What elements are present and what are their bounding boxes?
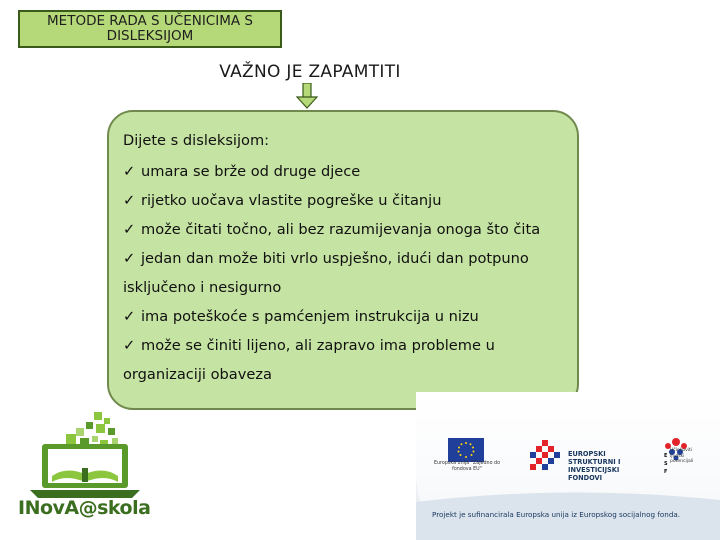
list-item-text: rijetko uočava vlastite pogreške u čitanju: [141, 192, 442, 209]
project-logo-text: INovA@skola: [18, 497, 151, 519]
eu-flag-caption: Europska unija "Zajedno do fondova EU": [433, 461, 501, 472]
list-item-text: umara se brže od druge djece: [141, 163, 361, 180]
esf-letters: E S F: [664, 453, 668, 475]
eu-flag-icon: [448, 438, 484, 462]
esf-logo-text: EUROPSKI STRUKTURNI I INVESTICIJSKI FONDOVI: [568, 450, 621, 482]
list-item: [123, 302, 577, 331]
list-item-continuation: organizaciji obaveza: [123, 366, 272, 383]
slide-heading: VAŽNO JE ZAPAMTITI: [219, 62, 401, 82]
intro-line: Dijete s disleksijom:: [123, 132, 270, 149]
checkmark-icon: ✓: [123, 308, 136, 325]
list-item: [123, 244, 577, 273]
key-points-box: [107, 110, 579, 410]
list-item-continuation: isključeno i nesigurno: [123, 279, 282, 296]
list-item: [123, 157, 577, 186]
list-item: [123, 215, 577, 244]
list-item: [123, 186, 577, 215]
ljudski-potencijali-text: Učinkoviti ljudski potencijali: [670, 448, 694, 464]
down-arrow-icon: [296, 83, 318, 109]
slide-heading-row: [0, 62, 720, 82]
checkmark-icon: ✓: [123, 337, 136, 354]
list-item: [123, 331, 577, 360]
slide-title-box: [18, 10, 282, 48]
list-item-text: može se činiti lijeno, ali zapravo ima probleme u: [141, 337, 495, 354]
slide-title: METODE RADA S UČENICIMA S DISLEKSIJOM: [47, 13, 253, 44]
checkmark-icon: ✓: [123, 163, 136, 180]
checkmark-icon: ✓: [123, 192, 136, 209]
list-item-text: ima poteškoće s pamćenjem instrukcija u nizu: [141, 308, 479, 325]
list-item-text: jedan dan može biti vrlo uspješno, idući dan potpuno: [141, 250, 529, 267]
funding-note: Projekt je sufinancirala Europska unija iz Europskog socijalnog fonda.: [432, 510, 681, 519]
checkmark-icon: ✓: [123, 221, 136, 238]
list-item-text: može čitati točno, ali bez razumijevanja onoga što čita: [141, 221, 541, 238]
checkmark-icon: ✓: [123, 250, 136, 267]
croatian-checker-icon: [522, 438, 566, 474]
